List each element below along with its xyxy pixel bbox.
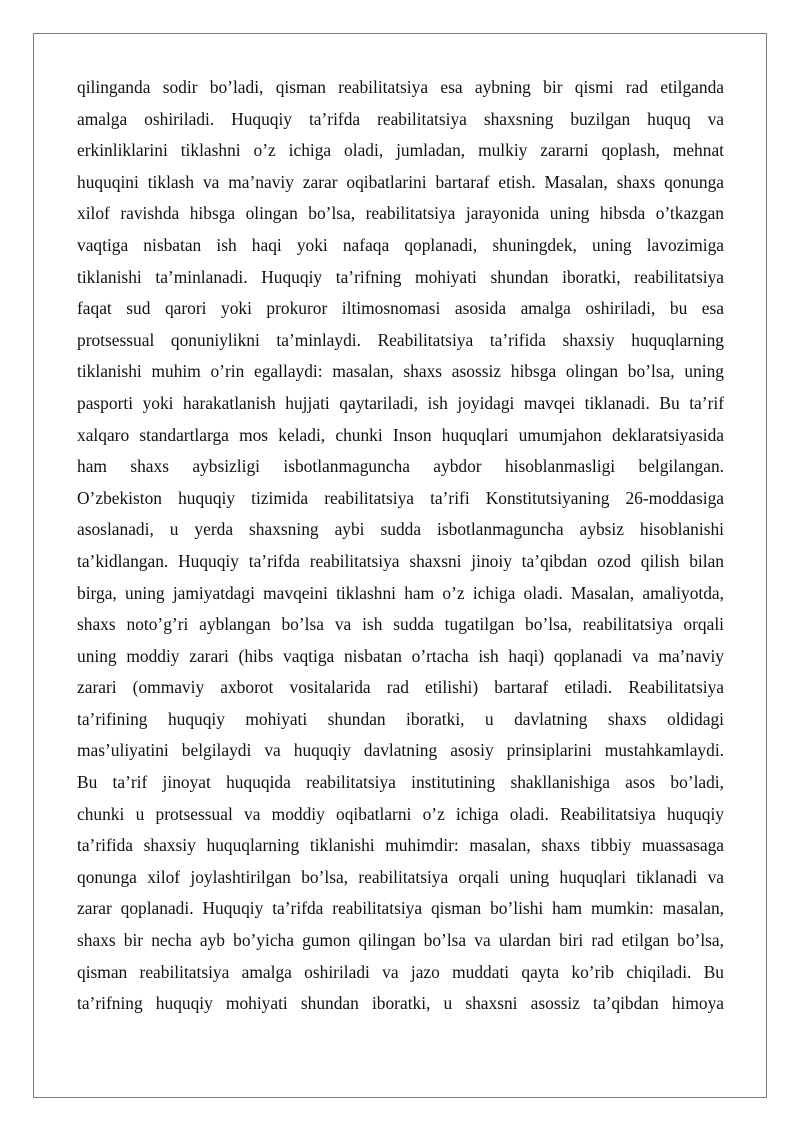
text-line: uning moddiy zarari (hibs vaqtiga nisbatan o’rtacha ish haqi) qoplanadi va ma’naviy: [77, 645, 724, 666]
text-line: zarari (ommaviy axborot vositalarida rad etilishi) bartaraf etiladi. Reabilitatsiya: [77, 677, 724, 698]
text-line: qilinganda sodir bo’ladi, qisman reabilitatsiya esa aybning bir qismi rad etilganda: [77, 77, 724, 97]
text-line: ham shaxs aybsizligi isbotlanmaguncha aybdor hisoblanmasligi belgilangan.: [77, 456, 724, 477]
text-line: shaxs noto’g’ri ayblangan bo’lsa va ish sudda tugatilgan bo’lsa, reabilitatsiya orqali: [77, 614, 724, 635]
text-line: xalqaro standartlarga mos keladi, chunki Inson huquqlari umumjahon deklaratsiyasida: [77, 424, 724, 445]
text-line: tiklanishi muhim o’rin egallaydi: masalan, shaxs asossiz hibsga olingan bo’lsa, uning: [77, 361, 724, 382]
text-line: xilof ravishda hibsga olingan bo’lsa, reabilitatsiya jarayonida uning hibsda o’tkazgan: [77, 203, 724, 224]
text-line: shaxs bir necha ayb bo’yicha gumon qilingan bo’lsa va ulardan biri rad etilgan bo’lsa,: [77, 930, 724, 951]
text-line: mas’uliyatini belgilaydi va huquqiy davlatning asosiy prinsiplarini mustahkamlaydi.: [77, 740, 724, 761]
text-line: Bu ta’rif jinoyat huquqida reabilitatsiya institutining shakllanishiga asos bo’ladi,: [77, 772, 724, 793]
text-line: vaqtiga nisbatan ish haqi yoki nafaqa qoplanadi, shuningdek, uning lavozimiga: [77, 234, 724, 255]
text-line: birga, uning jamiyatdagi mavqeini tiklashni ham o’z ichiga oladi. Masalan, amaliyotda,: [77, 582, 724, 603]
document-body: [77, 72, 724, 1020]
text-line: ta’kidlangan. Huquqiy ta’rifda reabilitatsiya shaxsni jinoiy ta’qibdan ozod qilish bilan: [77, 550, 724, 571]
text-line: ta’rifning huquqiy mohiyati shundan iboratki, u shaxsni asossiz ta’qibdan himoya: [77, 993, 724, 1014]
text-line: O’zbekiston huquqiy tizimida reabilitatsiya ta’rifi Konstitutsiyaning 26-moddasiga: [77, 487, 724, 508]
text-line: ta’rifining huquqiy mohiyati shundan iboratki, u davlatning shaxs oldidagi: [77, 708, 724, 729]
text-line: zarar qoplanadi. Huquqiy ta’rifda reabilitatsiya qisman bo’lishi ham mumkin: masalan,: [77, 898, 724, 919]
text-line: erkinliklarini tiklashni o’z ichiga oladi, jumladan, mulkiy zararni qoplash, mehnat: [77, 140, 724, 161]
text-line: chunki u protsessual va moddiy oqibatlarni o’z ichiga oladi. Reabilitatsiya huquqiy: [77, 803, 724, 824]
text-line: protsessual qonuniylikni ta’minlaydi. Reabilitatsiya ta’rifida shaxsiy huquqlarning: [77, 329, 724, 350]
text-line: huquqini tiklash va ma’naviy zarar oqibatlarini bartaraf etish. Masalan, shaxs qonunga: [77, 171, 724, 192]
text-line: tiklanishi ta’minlanadi. Huquqiy ta’rifning mohiyati shundan iboratki, reabilitatsiya: [77, 266, 724, 287]
text-line: qonunga xilof joylashtirilgan bo’lsa, reabilitatsiya orqali uning huquqlari tiklanadi va: [77, 866, 724, 887]
text-line: amalga oshiriladi. Huquqiy ta’rifda reabilitatsiya shaxsning buzilgan huquq va: [77, 108, 724, 129]
text-line: asoslanadi, u yerda shaxsning aybi sudda isbotlanmaguncha aybsiz hisoblanishi: [77, 519, 724, 540]
text-line: qisman reabilitatsiya amalga oshiriladi va jazo muddati qayta ko’rib chiqiladi. Bu: [77, 961, 724, 982]
text-line: faqat sud qarori yoki prokuror iltimosnomasi asosida amalga oshiriladi, bu esa: [77, 298, 724, 319]
text-line: ta’rifida shaxsiy huquqlarning tiklanishi muhimdir: masalan, shaxs tibbiy muassasaga: [77, 835, 724, 856]
text-line: pasporti yoki harakatlanish hujjati qaytariladi, ish joyidagi mavqei tiklanadi. Bu ta’rif: [77, 392, 724, 413]
